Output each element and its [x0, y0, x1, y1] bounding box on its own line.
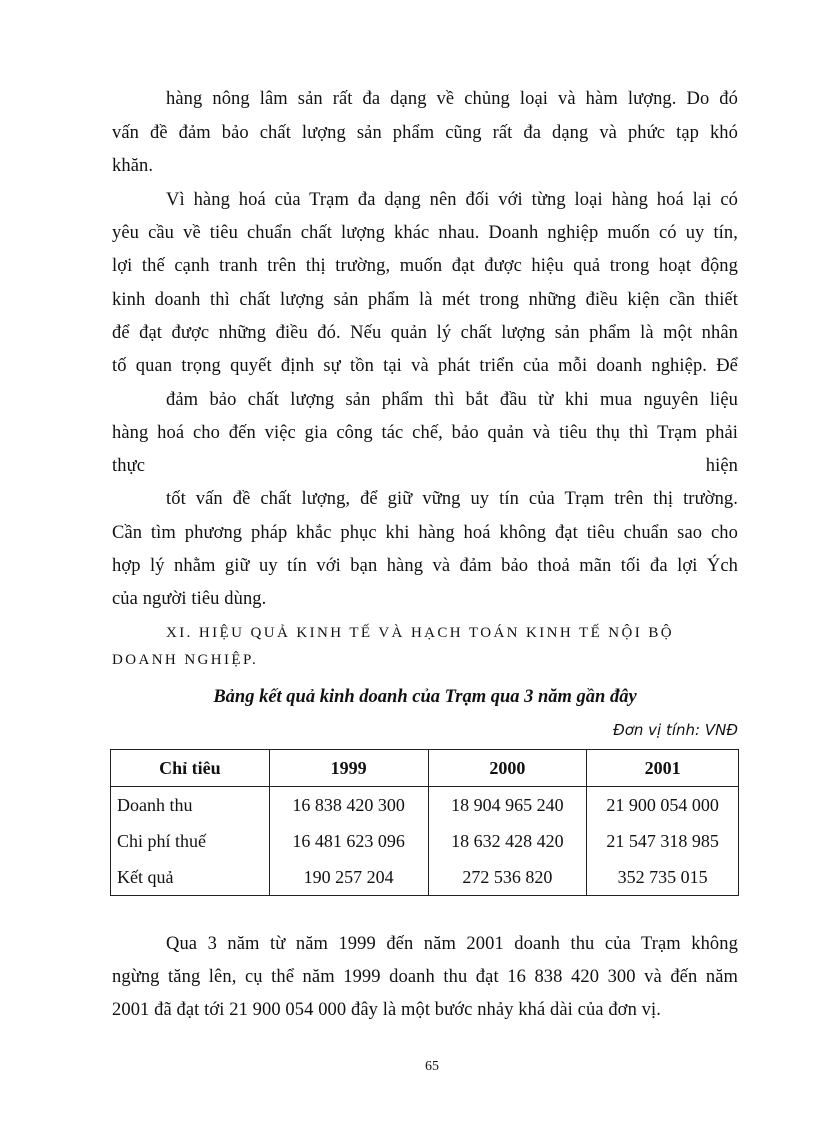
text-line: đảm bảo chất lượng sản phẩm thì bắt đầu từ khi mua nguyên liệu: [166, 390, 738, 410]
table-row: [111, 859, 739, 896]
header-cell: Chỉ tiêu: [111, 750, 270, 787]
text-line-split: [112, 455, 738, 477]
split-left: thực: [112, 456, 146, 476]
table-unit: Đơn vị tính: VNĐ: [613, 721, 738, 739]
table-cell: 16 838 420 300: [269, 787, 428, 824]
split-right: hiện: [705, 456, 738, 476]
text-line: vấn đề đảm bảo chất lượng sản phẩm cũng rất đa dạng và phức tạp khó: [112, 123, 738, 143]
text-line: khăn.: [112, 156, 154, 176]
table-cell: 21 547 318 985: [587, 823, 739, 859]
row-label: Kết quả: [111, 859, 270, 896]
text-line: yêu cầu về tiêu chuẩn chất lượng khác nhau. Doanh nghiệp muốn có uy tín,: [112, 223, 738, 243]
heading-line: DOANH NGHIỆP.: [112, 652, 259, 668]
header-cell: 1999: [269, 750, 428, 787]
table-row: [111, 823, 739, 859]
text-line: tốt vấn đề chất lượng, để giữ vững uy tín của Trạm trên thị trường.: [166, 489, 738, 509]
text-line: của người tiêu dùng.: [112, 589, 267, 609]
text-line: hàng nông lâm sản rất đa dạng về chủng loại và hàm lượng. Do đó: [166, 89, 738, 109]
text-line: tố quan trọng quyết định sự tồn tại và phát triển của mỗi doanh nghiệp. Để: [112, 356, 738, 376]
table-cell: 190 257 204: [269, 859, 428, 896]
text-line: 2001 đã đạt tới 21 900 054 000 đây là một bước nhảy khá dài của đơn vị.: [112, 1000, 661, 1020]
header-cell: 2000: [428, 750, 587, 787]
text-line: để đạt được những điều đó. Nếu quản lý chất lượng sản phẩm là một nhân: [112, 323, 738, 343]
table-caption: Bảng kết quả kinh doanh của Trạm qua 3 năm gần đây: [213, 687, 637, 707]
table-cell: 21 900 054 000: [587, 787, 739, 824]
table-cell: 18 904 965 240: [428, 787, 587, 824]
text-line: lợi thế cạnh tranh trên thị trường, muốn đạt được hiệu quả trong hoạt động: [112, 256, 738, 276]
table-cell: 352 735 015: [587, 859, 739, 896]
text-line: Cần tìm phương pháp khắc phục khi hàng hoá không đạt tiêu chuẩn sao cho: [112, 523, 738, 543]
results-table: [110, 749, 739, 896]
table-row: [111, 787, 739, 824]
text-line: Vì hàng hoá của Trạm đa dạng nên đối với từng loại hàng hoá lại có: [166, 190, 738, 210]
header-cell: 2001: [587, 750, 739, 787]
row-label: Doanh thu: [111, 787, 270, 824]
table-header-row: [111, 750, 739, 787]
table-cell: 272 536 820: [428, 859, 587, 896]
text-line: hợp lý nhằm giữ uy tín với bạn hàng và đảm bảo thoả mãn tối đa lợi Ých: [112, 556, 738, 576]
text-line: hàng hoá cho đến việc gia công tác chế, bảo quản và tiêu thụ thì Trạm phải: [112, 423, 738, 443]
table-cell: 16 481 623 096: [269, 823, 428, 859]
table-cell: 18 632 428 420: [428, 823, 587, 859]
text-line: ngừng tăng lên, cụ thể năm 1999 doanh thu đạt 16 838 420 300 và đến năm: [112, 967, 738, 987]
text-line: kinh doanh thì chất lượng sản phẩm là mét trong những điều kiện cần thiết: [112, 290, 738, 310]
text-line: Qua 3 năm từ năm 1999 đến năm 2001 doanh thu của Trạm không: [166, 934, 738, 954]
row-label: Chi phí thuế: [111, 823, 270, 859]
heading-line: XI. HIỆU QUẢ KINH TẾ VÀ HẠCH TOÁN KINH TẾ NỘI BỘ: [166, 625, 674, 641]
page-number: 65: [425, 1059, 439, 1074]
